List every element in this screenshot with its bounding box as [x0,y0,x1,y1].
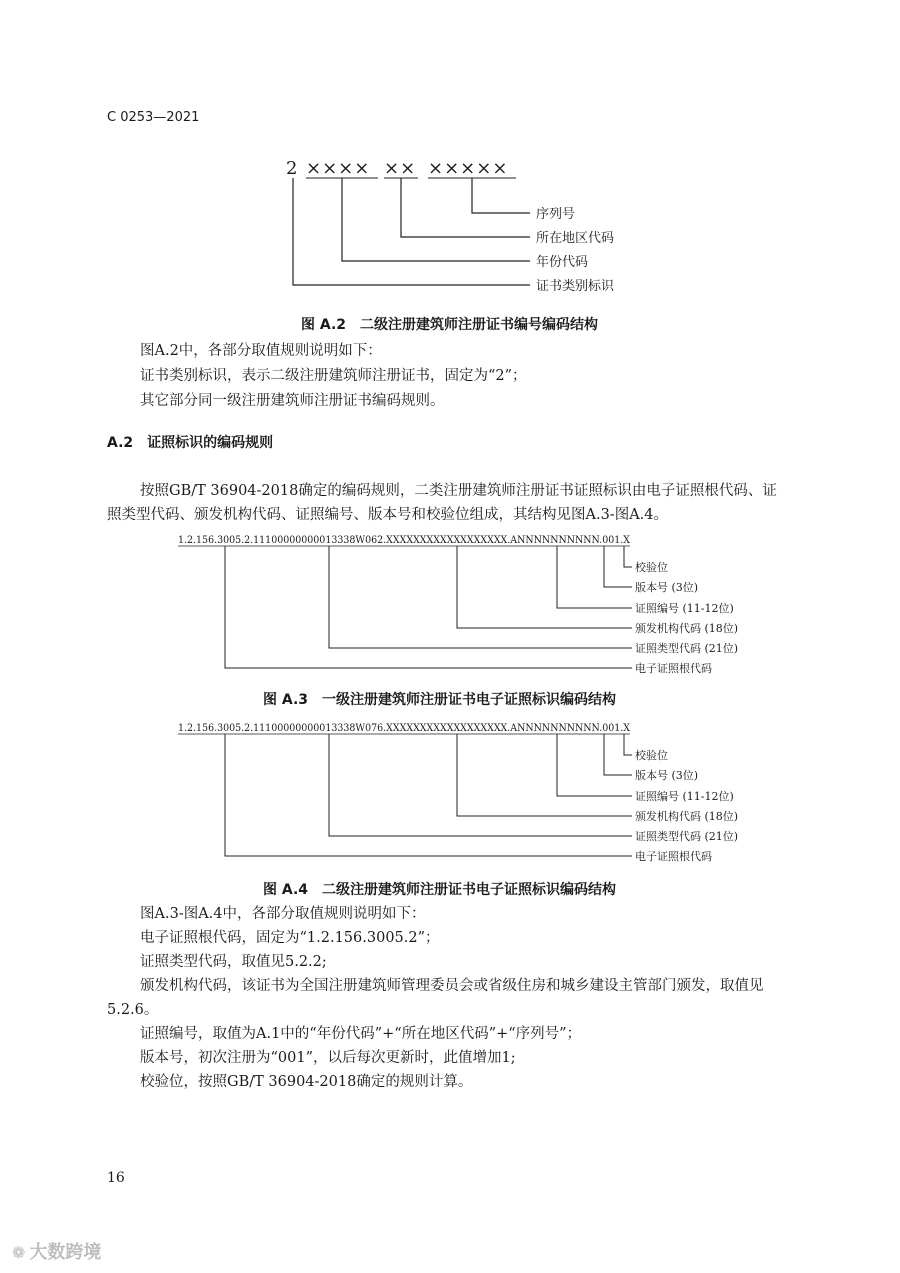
rules-line-5: 5.2.6。 [107,1002,159,1018]
fig-a3-label-license-number: 证照编号 (11-12位) [635,602,734,615]
figure-a4-diagram [170,716,770,866]
section-heading-a2: A.2 证照标识的编码规则 [107,435,274,451]
fig-a4-label-license-number: 证照编号 (11-12位) [635,790,734,803]
fig-a2-label-serial: 序列号 [536,207,576,222]
figure-a3-caption: 图 A.3 一级注册建筑师注册证书电子证照标识编码结构 [263,692,617,708]
watermark-logo-icon: ❁ [12,1243,26,1262]
fig-a4-label-version: 版本号 (3位) [635,769,699,782]
fig-a3-label-root-code: 电子证照根代码 [635,662,712,675]
rules-line-7: 版本号，初次注册为“001”，以后每次更新时，此值增加1; [140,1050,516,1066]
fig-a2-prefix: 2 [286,158,298,179]
watermark-text: 大数跨境 [29,1242,102,1263]
watermark [12,1238,101,1264]
document-code: C 0253—2021 [107,110,200,125]
fig-a4-label-root-code: 电子证照根代码 [635,850,712,863]
rules-line-8: 校验位，按照GB/T 36904-2018确定的规则计算。 [140,1074,473,1090]
intro-line-1: 按照GB/T 36904-2018确定的编码规则，二类注册建筑师注册证书证照标识由电子证照根代码、证 [140,483,777,499]
para-a2-line-1: 图A.2中，各部分取值规则说明如下： [140,343,382,359]
fig-a2-serial-group: ××××× [428,158,509,179]
fig-a2-year-group: ×××× [306,158,371,179]
fig-a3-label-type-code: 证照类型代码 (21位) [635,642,739,655]
rules-line-3: 证照类型代码，取值见5.2.2; [140,954,327,970]
fig-a4-label-issuer-code: 颁发机构代码 (18位) [635,810,739,823]
rules-line-6: 证照编号，取值为A.1中的“年份代码”+“所在地区代码”+“序列号”； [140,1026,582,1042]
fig-a4-label-check-digit: 校验位 [635,749,668,762]
fig-a3-label-version: 版本号 (3位) [635,581,699,594]
figure-a2-diagram [280,150,660,300]
figure-a3-diagram [170,528,770,678]
fig-a2-label-year: 年份代码 [536,255,589,270]
fig-a2-label-category: 证书类别标识 [536,279,615,294]
figure-a4-caption: 图 A.4 二级注册建筑师注册证书电子证照标识编码结构 [263,882,617,898]
fig-a2-region-group: ×× [384,158,417,179]
para-a2-line-2: 证书类别标识，表示二级注册建筑师注册证书，固定为“2”； [140,368,527,384]
para-a2-line-3: 其它部分同一级注册建筑师注册证书编码规则。 [140,393,445,409]
fig-a4-code: 1.2.156.3005.2.11100000000013338W076.XXXXXXXXXXXXXXXXXX.ANNNNNNNNNN.001.X [178,723,631,734]
page-number: 16 [107,1170,125,1186]
fig-a2-label-region: 所在地区代码 [536,231,615,246]
fig-a3-code: 1.2.156.3005.2.11100000000013338W062.XXXXXXXXXXXXXXXXXX.ANNNNNNNNNN.001.X [178,535,631,546]
fig-a4-label-type-code: 证照类型代码 (21位) [635,830,739,843]
rules-line-2: 电子证照根代码，固定为“1.2.156.3005.2”； [140,930,440,946]
figure-a2-caption: 图 A.2 二级注册建筑师注册证书编号编码结构 [301,317,599,333]
fig-a3-label-check-digit: 校验位 [635,561,668,574]
fig-a3-label-issuer-code: 颁发机构代码 (18位) [635,622,739,635]
intro-line-2: 照类型代码、颁发机构代码、证照编号、版本号和校验位组成，其结构见图A.3-图A.4。 [107,507,669,523]
rules-line-1: 图A.3-图A.4中，各部分取值规则说明如下： [140,906,426,922]
rules-line-4: 颁发机构代码，该证书为全国注册建筑师管理委员会或省级住房和城乡建设主管部门颁发，取值见 [140,978,764,994]
